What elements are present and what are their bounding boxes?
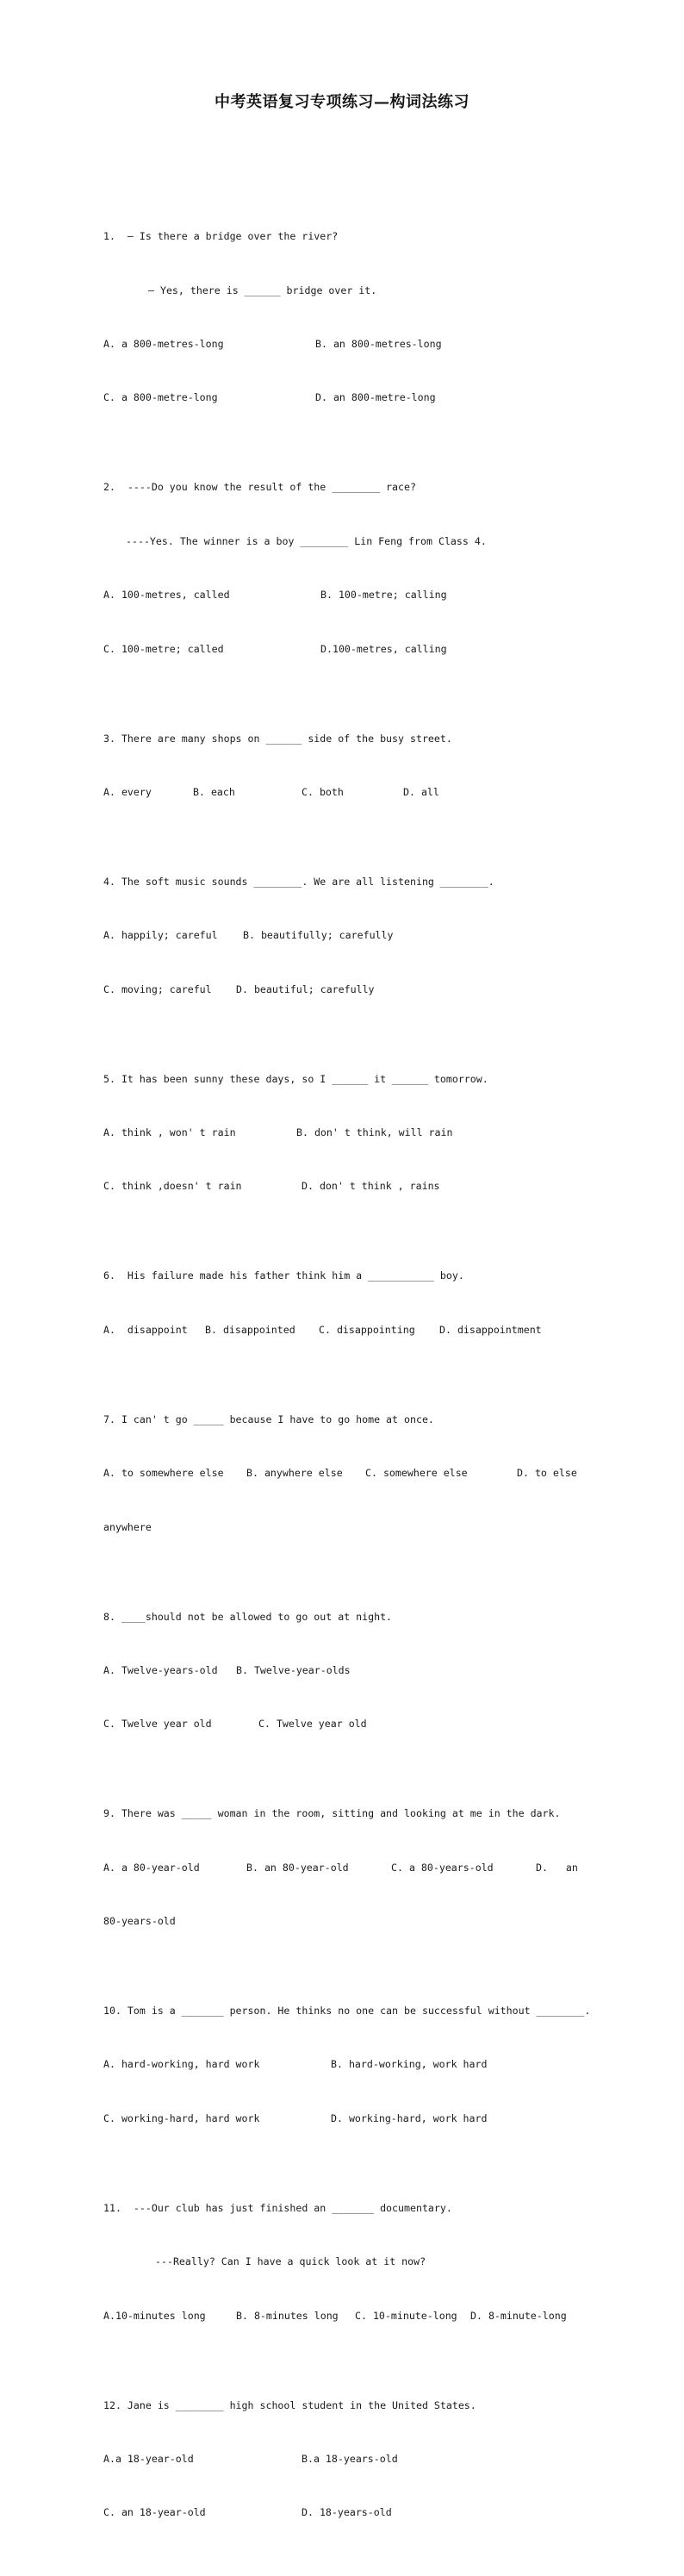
question-1-options-row-2 [103, 389, 586, 407]
question-3-stem: 3. There are many shops on ______ side of the busy street. [103, 732, 452, 745]
option: D. 8-minute-long [470, 2309, 567, 2322]
question-11-stem-2: ---Really? Can I have a quick look at it now? [155, 2255, 426, 2268]
question-8-options-row-1 [103, 1662, 586, 1680]
page-title: 中考英语复习专项练习—构词法练习 [215, 93, 469, 111]
question-6-options [103, 1321, 586, 1339]
question-1-stem: 1. – Is there a bridge over the river? [103, 230, 339, 243]
option: A. disappoint [103, 1323, 188, 1336]
option: B. don' t think, will rain [296, 1126, 453, 1139]
option: A. happily; careful [103, 929, 218, 942]
question-12-stem: 12. Jane is ________ high school student in the United States. [103, 2398, 476, 2411]
option: D.100-metres, calling [320, 642, 447, 655]
option: A.10-minutes long [103, 2309, 206, 2322]
option: B. Twelve-year-olds [236, 1663, 351, 1676]
question-5-options-row-2 [103, 1177, 586, 1195]
option: D. beautiful; carefully [236, 982, 375, 995]
option: D. disappointment [439, 1323, 542, 1336]
question-9-stem: 9. There was _____ woman in the room, sitting and looking at me in the dark. [103, 1807, 561, 1820]
question-2-options-row-1 [103, 586, 586, 604]
option: C. a 80-years-old [391, 1861, 494, 1874]
option: C. somewhere else [365, 1467, 468, 1480]
option: A. to somewhere else [103, 1467, 224, 1480]
question-1-stem-2: – Yes, there is ______ bridge over it. [148, 284, 377, 296]
option: B. each [193, 785, 235, 798]
question-4-options-row-2 [103, 981, 586, 999]
question-10-stem: 10. Tom is a _______ person. He thinks no one can be successful without ________. [103, 2005, 591, 2018]
option: C. working-hard, hard work [103, 2111, 260, 2124]
option: A. think , won' t rain [103, 1126, 236, 1139]
question-10-options-row-1 [103, 2055, 586, 2074]
question-5-options-row-1 [103, 1124, 586, 1142]
option: A.a 18-year-old [103, 2453, 194, 2465]
option: C. Twelve year old [103, 1718, 212, 1731]
question-2-stem-2: ----Yes. The winner is a boy ________ Lin Feng from Class 4. [126, 534, 487, 547]
question-12-options-row-1 [103, 2450, 586, 2468]
option: C. Twelve year old [258, 1718, 367, 1731]
option: D. don' t think , rains [302, 1180, 440, 1193]
question-7-stem: 7. I can' t go _____ because I have to go home at once. [103, 1413, 434, 1425]
option: B. anywhere else [246, 1467, 343, 1480]
option: A. hard-working, hard work [103, 2058, 260, 2071]
option: B. 8-minutes long [236, 2309, 339, 2322]
question-5-stem: 5. It has been sunny these days, so I ______ it ______ tomorrow. [103, 1072, 488, 1085]
option: B. 100-metre; calling [320, 589, 447, 602]
option: D. an 800-metre-long [315, 391, 436, 404]
option: C. 10-minute-long [355, 2309, 457, 2322]
question-list [103, 156, 591, 2576]
option: B.a 18-years-old [302, 2453, 398, 2465]
option: A. every [103, 785, 152, 798]
question-11-stem: 11. ---Our club has just finished an _______ documentary. [103, 2201, 452, 2214]
option: C. think ,doesn' t rain [103, 1180, 242, 1193]
option: B. hard-working, work hard [331, 2058, 488, 2071]
option: C. moving; careful [103, 982, 212, 995]
question-6-stem: 6. His failure made his father think him a ___________ boy. [103, 1269, 464, 1282]
option: A. Twelve-years-old [103, 1663, 218, 1676]
option: C. a 800-metre-long [103, 391, 218, 404]
option: A. a 800-metres-long [103, 337, 224, 350]
question-11-options [103, 2307, 586, 2325]
option: B. disappointed [205, 1323, 295, 1336]
option: B. an 80-year-old [246, 1861, 349, 1874]
option: C. an 18-year-old [103, 2506, 206, 2519]
question-2-stem: 2. ----Do you know the result of the ________ race? [103, 481, 416, 494]
question-4-stem: 4. The soft music sounds ________. We are all listening ________. [103, 875, 494, 888]
question-3-options [103, 783, 586, 801]
question-8-stem: 8. ____should not be allowed to go out at night. [103, 1610, 393, 1623]
option: D. working-hard, work hard [331, 2111, 488, 2124]
question-10-options-row-2 [103, 2110, 586, 2128]
option: B. an 800-metres-long [315, 337, 442, 350]
question-9-options [103, 1859, 586, 1877]
question-12-options-row-2 [103, 2504, 586, 2522]
option: D. an [536, 1861, 578, 1874]
question-2-options-row-2 [103, 640, 586, 658]
option: C. both [302, 785, 344, 798]
option: B. beautifully; carefully [243, 929, 394, 942]
question-7-options [103, 1464, 586, 1482]
option: A. 100-metres, called [103, 589, 230, 602]
question-9-options-wrap: 80-years-old [103, 1915, 176, 1928]
option: C. disappointing [319, 1323, 415, 1336]
question-8-options-row-2 [103, 1715, 586, 1733]
option: D. all [403, 785, 439, 798]
question-7-options-wrap: anywhere [103, 1520, 152, 1533]
question-4-options-row-1 [103, 926, 586, 945]
option: D. to else [517, 1467, 577, 1480]
question-1-options-row-1 [103, 335, 586, 353]
option: C. 100-metre; called [103, 642, 224, 655]
option: A. a 80-year-old [103, 1861, 200, 1874]
option: D. 18-years-old [302, 2506, 392, 2519]
